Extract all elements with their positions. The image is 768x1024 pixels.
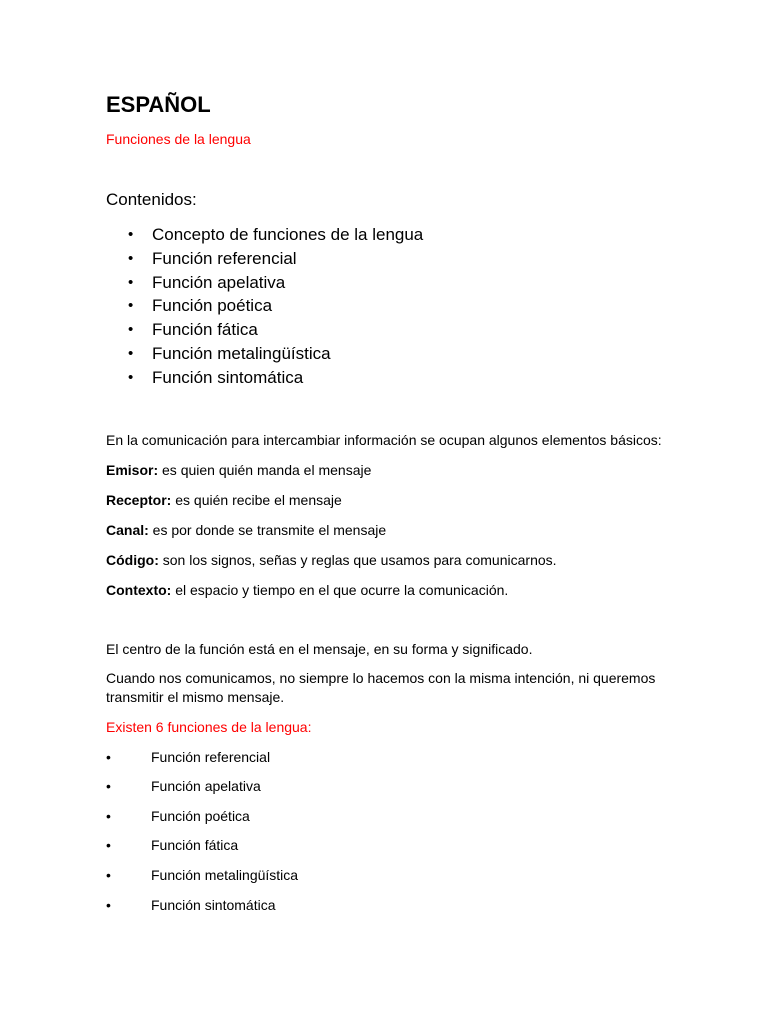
list-item [106, 836, 666, 854]
document-title: ESPAÑOL [106, 92, 211, 117]
definition-text: son los signos, señas y reglas que usamos para comunicarnos. [158, 551, 557, 568]
definition-text: es quien quién manda el mensaje [158, 461, 372, 478]
definition-canal [106, 521, 666, 539]
list-item-text: Función fática [152, 320, 258, 340]
contents-list [106, 223, 666, 390]
document-page [106, 90, 666, 925]
bullet-icon: • [128, 249, 134, 267]
list-item [106, 271, 666, 295]
list-item-text: Función poética [151, 807, 250, 824]
list-item [106, 866, 666, 884]
paragraph-intention: Cuando nos comunicamos, no siempre lo hacemos con la misma intención, ni queremos transmitir el mismo mensaje. [106, 669, 656, 705]
list-item-text: Función metalingüística [151, 866, 299, 883]
list-item [106, 896, 666, 914]
list-item-text: Función referencial [152, 248, 297, 268]
list-item-text: Función apelativa [152, 272, 286, 292]
bullet-icon: • [106, 807, 111, 824]
bullet-icon: • [106, 778, 111, 795]
bullet-icon: • [106, 748, 111, 765]
list-item [106, 342, 666, 366]
list-item [106, 807, 666, 825]
contents-heading: Contenidos: [106, 190, 197, 209]
functions-heading: Existen 6 funciones de la lengua: [106, 718, 312, 735]
list-item-text: Función referencial [151, 748, 271, 765]
list-item [106, 223, 666, 247]
list-item [106, 777, 666, 795]
definition-text: es quién recibe el mensaje [171, 491, 342, 508]
list-item-text: Función sintomática [152, 367, 304, 387]
definition-term: Canal: [106, 521, 149, 538]
definition-emisor [106, 461, 666, 479]
bullet-icon: • [106, 837, 111, 854]
list-item [106, 366, 666, 390]
list-item-text: Función sintomática [151, 896, 276, 913]
list-item-text: Función poética [152, 296, 273, 316]
list-item [106, 748, 666, 766]
definition-receptor [106, 491, 666, 509]
bullet-icon: • [128, 297, 134, 315]
intro-paragraph: En la comunicación para intercambiar información se ocupan algunos elementos básicos: [106, 431, 662, 448]
list-item [106, 318, 666, 342]
list-item-text: Función fática [151, 837, 239, 854]
bullet-icon: • [128, 344, 134, 362]
list-item [106, 294, 666, 318]
functions-list [106, 748, 666, 914]
bullet-icon: • [128, 273, 134, 291]
definition-term: Receptor: [106, 491, 172, 508]
bullet-icon: • [128, 368, 134, 386]
bullet-icon: • [128, 321, 134, 339]
paragraph-center: El centro de la función está en el mensaje, en su forma y significado. [106, 640, 533, 657]
definition-text: el espacio y tiempo en el que ocurre la comunicación. [171, 581, 509, 598]
definition-term: Código: [106, 551, 159, 568]
list-item-text: Función apelativa [151, 778, 261, 795]
list-item-text: Función metalingüística [152, 343, 331, 363]
definition-text: es por donde se transmite el mensaje [148, 521, 387, 538]
definition-term: Emisor: [106, 461, 159, 478]
list-item [106, 247, 666, 271]
document-subtitle: Funciones de la lengua [106, 131, 251, 147]
list-item-text: Concepto de funciones de la lengua [152, 225, 424, 244]
definition-contexto [106, 581, 666, 599]
definition-term: Contexto: [106, 581, 172, 598]
bullet-icon: • [106, 866, 111, 883]
bullet-icon: • [128, 226, 134, 243]
bullet-icon: • [106, 896, 111, 913]
definition-codigo [106, 551, 666, 569]
